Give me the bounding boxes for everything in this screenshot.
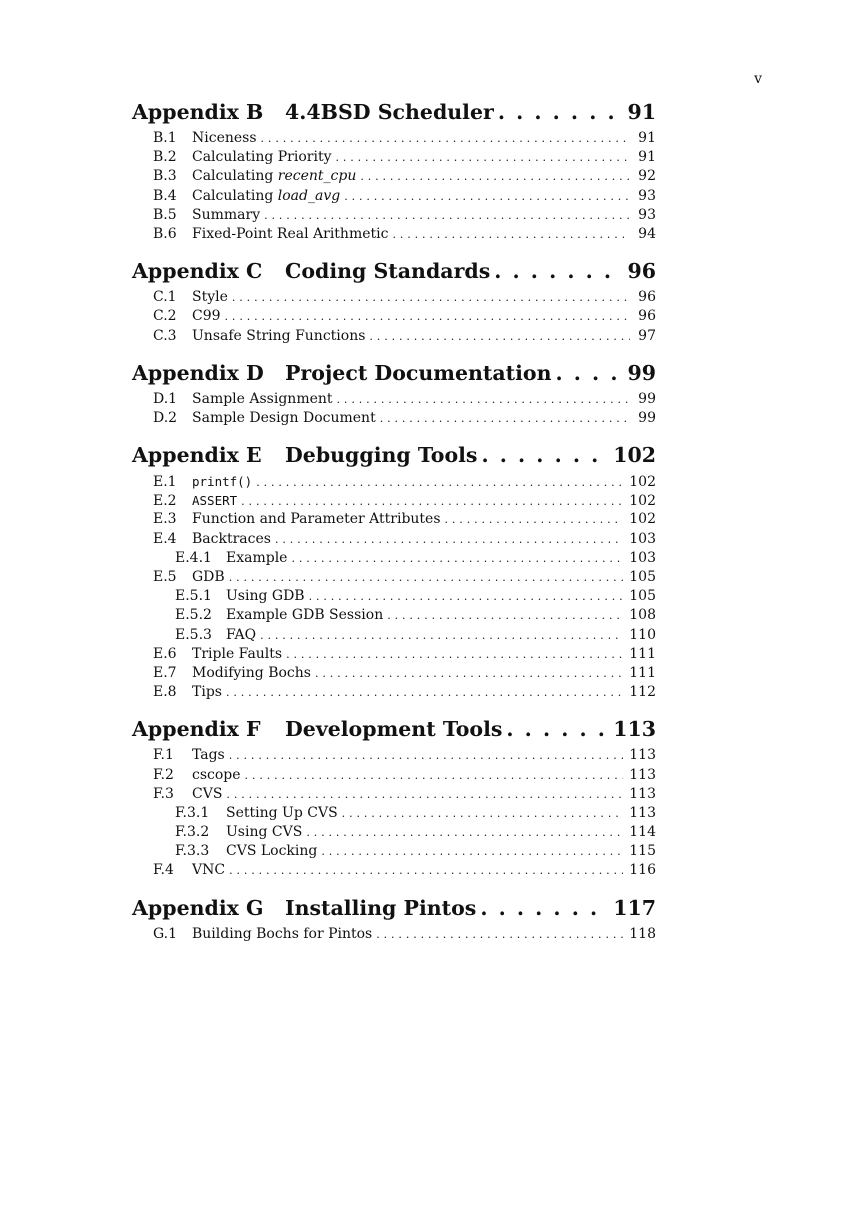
leader-dots	[356, 167, 630, 186]
leader-dots	[552, 357, 620, 390]
entry-page: 113	[629, 785, 656, 802]
toc-section-entry[interactable]	[132, 288, 656, 307]
entry-title: Calculating Priority	[192, 149, 332, 166]
entry-number: B.3	[153, 168, 177, 185]
entry-number: E.2	[153, 493, 177, 510]
entry-number: F.3.2	[175, 824, 210, 841]
leader-dots	[228, 288, 630, 307]
appendix-title: Development Tools	[285, 717, 503, 742]
leader-dots	[222, 683, 623, 702]
entry-page: 102	[629, 474, 656, 491]
leader-dots	[476, 892, 605, 925]
entry-title: Example GDB Session	[226, 607, 384, 624]
appendix-section	[132, 439, 656, 702]
entry-title-variable: load_avg	[277, 187, 341, 204]
entry-number: E.5.2	[175, 607, 212, 624]
toc-section-entry[interactable]	[132, 925, 656, 944]
leader-dots	[305, 587, 624, 606]
entry-number: E.7	[153, 664, 177, 681]
leader-dots	[338, 804, 624, 823]
entry-number: B.6	[153, 225, 177, 242]
toc-section-entry[interactable]	[132, 327, 656, 346]
leader-dots	[282, 645, 623, 664]
entry-page: 102	[629, 493, 656, 510]
entry-page: 103	[629, 549, 656, 566]
entry-number: E.5.1	[175, 588, 212, 605]
entry-title: cscope	[192, 766, 241, 783]
entry-title: Style	[192, 289, 228, 306]
entry-page: 115	[629, 843, 656, 860]
leader-dots	[490, 255, 619, 288]
entry-title	[192, 187, 340, 206]
entry-page: 116	[629, 862, 656, 879]
entry-title: VNC	[192, 862, 226, 879]
appendix-page: 117	[613, 895, 656, 920]
entry-title: Function and Parameter Attributes	[192, 511, 441, 528]
entry-number: E.1	[153, 474, 177, 491]
entry-title: ASSERT	[192, 493, 238, 509]
entry-number: E.8	[153, 684, 177, 701]
entry-title: Tips	[192, 684, 222, 701]
toc-section-entry[interactable]	[132, 307, 656, 326]
toc-subsection-entry[interactable]	[132, 587, 656, 606]
toc-section-entry[interactable]	[132, 187, 656, 206]
leader-dots	[252, 473, 623, 492]
entry-title: C99	[192, 308, 221, 325]
toc-section-entry[interactable]	[132, 148, 656, 167]
entry-title-text: Calculating	[192, 168, 274, 185]
entry-number: B.4	[153, 187, 177, 204]
entry-page: 92	[638, 168, 656, 185]
toc-section-entry[interactable]	[132, 491, 656, 510]
entry-title: Unsafe String Functions	[192, 327, 366, 344]
appendix-heading[interactable]	[132, 892, 656, 925]
entry-page: 93	[638, 206, 656, 223]
entry-title: Modifying Bochs	[192, 664, 311, 681]
leader-dots	[494, 96, 620, 129]
appendix-page: 99	[627, 360, 656, 385]
leader-dots	[257, 129, 630, 148]
leader-dots	[225, 746, 624, 765]
entry-page: 97	[638, 327, 656, 344]
appendix-title: Installing Pintos	[285, 895, 477, 920]
entry-page: 96	[638, 308, 656, 325]
entry-number: F.4	[153, 862, 174, 879]
entry-title: Backtraces	[192, 530, 271, 547]
leader-dots	[477, 439, 605, 472]
entry-page: 105	[629, 569, 656, 585]
leader-dots	[225, 861, 623, 880]
leader-dots	[331, 148, 630, 167]
entry-title: Summary	[192, 206, 261, 223]
leader-dots	[311, 664, 623, 683]
entry-title: Building Bochs for Pintos	[192, 925, 373, 942]
toc-section-entry[interactable]	[132, 746, 656, 765]
leader-dots	[271, 530, 623, 549]
entry-number: F.2	[153, 766, 174, 783]
appendix-label: Appendix G	[132, 895, 264, 920]
appendix-section	[132, 255, 656, 346]
leader-dots	[333, 390, 630, 409]
leader-dots	[241, 766, 624, 785]
appendix-page: 113	[613, 717, 656, 742]
entry-number: E.5	[153, 569, 177, 585]
entry-number: F.3.3	[175, 843, 210, 860]
page-number: v	[754, 71, 762, 87]
entry-number: B.1	[153, 130, 177, 146]
entry-number: F.3.1	[175, 804, 210, 821]
entry-page: 113	[629, 766, 656, 783]
entry-page: 111	[629, 645, 656, 662]
appendix-label: Appendix F	[132, 717, 261, 742]
appendix-label: Appendix B	[132, 100, 264, 124]
entry-number: G.1	[153, 925, 178, 942]
entry-number: E.5.3	[175, 626, 212, 643]
toc-section-entry[interactable]	[132, 664, 656, 683]
entry-title: Sample Design Document	[192, 409, 376, 426]
entry-title-variable: recent_cpu	[277, 168, 357, 185]
toc-subsection-entry[interactable]	[132, 804, 656, 823]
entry-title: Tags	[192, 747, 225, 764]
entry-number: E.4.1	[175, 549, 212, 566]
appendix-title: Debugging Tools	[285, 443, 478, 468]
toc-section-entry[interactable]	[132, 683, 656, 702]
leader-dots	[365, 327, 630, 346]
entry-number: F.3	[153, 785, 174, 802]
leader-dots	[376, 409, 630, 428]
entry-number: C.1	[153, 289, 177, 306]
leader-dots	[372, 925, 623, 944]
entry-page: 110	[629, 626, 656, 643]
appendix-page: 102	[613, 443, 656, 468]
toc-section-entry[interactable]	[132, 766, 656, 785]
toc-section-entry[interactable]	[132, 861, 656, 880]
entry-page: 99	[638, 390, 656, 407]
leader-dots	[502, 713, 605, 746]
appendix-label: Appendix C	[132, 259, 263, 284]
leader-dots	[222, 785, 623, 804]
entry-number: E.3	[153, 511, 177, 528]
appendix-section	[132, 713, 656, 880]
entry-title: Using CVS	[226, 824, 303, 841]
entry-page: 111	[629, 664, 656, 681]
entry-page: 113	[629, 747, 656, 764]
appendix-label: Appendix E	[132, 443, 262, 468]
leader-dots	[287, 549, 623, 568]
toc-section-entry[interactable]	[132, 510, 656, 529]
toc-section-entry[interactable]	[132, 785, 656, 804]
toc-subsection-entry[interactable]	[132, 606, 656, 625]
entry-page: 114	[629, 824, 656, 841]
leader-dots	[260, 206, 630, 225]
entry-title: Triple Faults	[192, 645, 283, 662]
toc-subsection-entry[interactable]	[132, 842, 656, 861]
entry-page: 102	[629, 511, 656, 528]
appendix-section	[132, 357, 656, 428]
appendix-heading[interactable]	[132, 357, 656, 390]
appendix-label: Appendix D	[132, 360, 264, 385]
appendix-heading[interactable]	[132, 255, 656, 288]
entry-title: GDB	[192, 569, 225, 585]
entry-title: Example	[226, 549, 288, 566]
entry-page: 113	[629, 804, 656, 821]
entry-page: 99	[638, 409, 656, 426]
leader-dots	[302, 823, 623, 842]
appendix-heading[interactable]	[132, 96, 656, 129]
toc-section-entry[interactable]	[132, 390, 656, 409]
toc-section-entry[interactable]	[132, 167, 656, 186]
entry-title-text: Calculating	[192, 187, 274, 204]
appendix-section	[132, 892, 656, 944]
entry-page: 96	[638, 289, 656, 306]
toc-section-entry[interactable]	[132, 225, 656, 244]
entry-number: F.1	[153, 747, 174, 764]
entry-title: Fixed-Point Real Arithmetic	[192, 225, 389, 242]
leader-dots	[388, 225, 630, 244]
appendix-title: 4.4BSD Scheduler	[285, 100, 494, 124]
entry-title: Sample Assignment	[192, 390, 333, 407]
appendix-page: 91	[627, 100, 656, 124]
entry-page: 108	[629, 607, 656, 624]
entry-page: 91	[638, 149, 656, 166]
leader-dots	[383, 606, 623, 625]
leader-dots	[317, 842, 623, 861]
toc-section-entry[interactable]	[132, 530, 656, 549]
entry-title: CVS	[192, 785, 223, 802]
entry-title: Setting Up CVS	[226, 804, 338, 821]
entry-page: 118	[629, 925, 656, 942]
appendix-title: Project Documentation	[285, 360, 552, 385]
entry-number: E.4	[153, 530, 177, 547]
toc-section-entry[interactable]	[132, 206, 656, 225]
toc-subsection-entry[interactable]	[132, 823, 656, 842]
entry-number: E.6	[153, 645, 177, 662]
entry-page: 105	[629, 588, 656, 605]
leader-dots	[340, 187, 630, 206]
toc-section-entry[interactable]	[132, 568, 656, 587]
table-of-contents	[132, 96, 656, 955]
leader-dots	[221, 307, 630, 326]
leader-dots	[256, 626, 623, 645]
toc-section-entry[interactable]	[132, 645, 656, 664]
entry-title: Niceness	[192, 130, 257, 146]
entry-page: 91	[638, 130, 656, 146]
appendix-heading[interactable]	[132, 439, 656, 472]
entry-page: 112	[629, 684, 656, 701]
appendix-section	[132, 96, 656, 244]
appendix-heading[interactable]	[132, 713, 656, 746]
leader-dots	[441, 510, 624, 529]
entry-page: 94	[638, 225, 656, 242]
entry-number: D.1	[153, 390, 178, 407]
appendix-title: Coding Standards	[285, 259, 491, 284]
toc-section-entry[interactable]	[132, 129, 656, 148]
leader-dots	[225, 568, 624, 587]
toc-section-entry[interactable]	[132, 472, 656, 491]
toc-section-entry[interactable]	[132, 409, 656, 428]
entry-title: FAQ	[226, 626, 257, 643]
entry-title	[192, 167, 356, 186]
entry-number: C.3	[153, 327, 177, 344]
entry-page: 103	[629, 530, 656, 547]
entry-title: CVS Locking	[226, 843, 318, 860]
entry-title: Using GDB	[226, 588, 305, 605]
entry-title: printf()	[192, 474, 253, 490]
toc-subsection-entry[interactable]	[132, 626, 656, 645]
entry-number: B.5	[153, 206, 177, 223]
entry-page: 93	[638, 187, 656, 204]
toc-subsection-entry[interactable]	[132, 549, 656, 568]
entry-number: D.2	[153, 409, 178, 426]
entry-number: C.2	[153, 308, 177, 325]
entry-number: B.2	[153, 149, 177, 166]
leader-dots	[237, 492, 623, 511]
appendix-page: 96	[627, 259, 656, 284]
